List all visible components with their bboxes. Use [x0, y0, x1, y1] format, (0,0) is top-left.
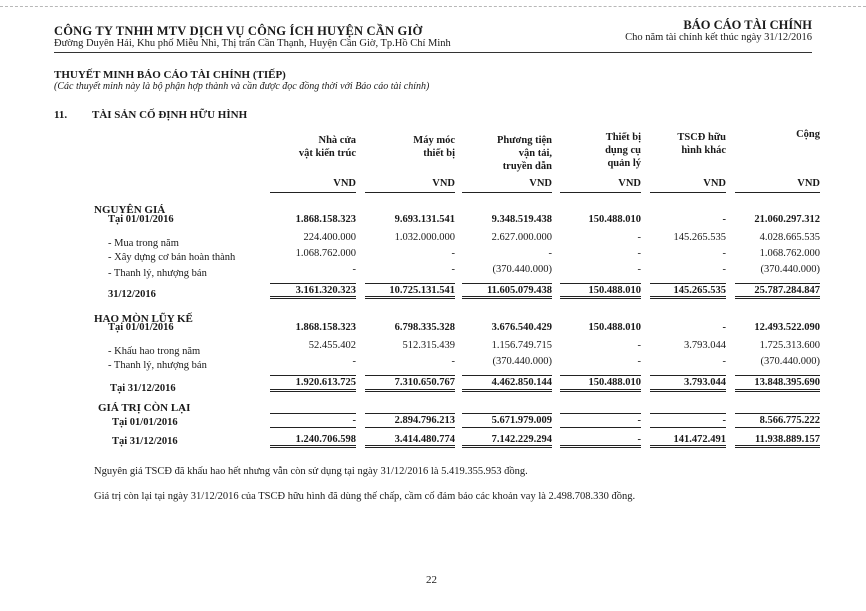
- row-rule: [560, 427, 641, 428]
- subtotal-rule: [650, 375, 726, 376]
- subtotal-rule: [560, 283, 641, 284]
- table-cell: 4.462.850.144: [491, 377, 552, 388]
- group-heading-cost: NGUYÊN GIÁ: [94, 204, 166, 216]
- table-cell: (370.440.000): [760, 264, 820, 275]
- table-cell: 1.068.762.000: [295, 248, 356, 259]
- row-rule: [650, 427, 726, 428]
- subtotal-rule: [365, 375, 455, 376]
- column-header: Cộng: [796, 129, 820, 140]
- subtotal-rule: [735, 413, 820, 414]
- table-cell: (370.440.000): [492, 264, 552, 275]
- subtotal-rule: [560, 375, 641, 376]
- unit-underline: [560, 192, 641, 193]
- subtotal-rule: [270, 283, 356, 284]
- row-label-rem_close: Tại 31/12/2016: [112, 436, 178, 447]
- column-header: TSCĐ hữu hình khác: [677, 132, 726, 156]
- table-cell: (370.440.000): [492, 356, 552, 367]
- unit-underline: [650, 192, 726, 193]
- total-double-rule: [462, 296, 552, 299]
- table-cell: -: [352, 264, 356, 275]
- unit-underline: [735, 192, 820, 193]
- table-cell: 8.566.775.222: [759, 415, 820, 426]
- table-cell: 512.315.439: [402, 340, 455, 351]
- row-rule: [270, 427, 356, 428]
- table-cell: -: [637, 415, 641, 426]
- total-double-rule: [560, 445, 641, 448]
- column-header: Thiết bị dụng cụ quản lý: [605, 132, 641, 169]
- total-double-rule: [270, 389, 356, 392]
- table-cell: 5.671.979.009: [491, 415, 552, 426]
- subtotal-rule: [650, 413, 726, 414]
- page-number: 22: [426, 574, 437, 586]
- table-cell: 224.400.000: [303, 232, 356, 243]
- table-cell: 52.455.402: [308, 340, 356, 351]
- table-cell: 1.920.613.725: [295, 377, 356, 388]
- row-label-cost_open: Tại 01/01/2016: [108, 214, 174, 225]
- subtotal-rule: [560, 413, 641, 414]
- table-cell: -: [637, 232, 641, 243]
- table-cell: 145.265.535: [673, 232, 726, 243]
- total-double-rule: [650, 445, 726, 448]
- table-cell: 150.488.010: [588, 377, 641, 388]
- table-cell: -: [722, 322, 726, 333]
- table-cell: 3.414.480.774: [394, 434, 455, 445]
- table-cell: 1.032.000.000: [394, 232, 455, 243]
- table-cell: 3.161.320.323: [295, 285, 356, 296]
- column-unit: VND: [333, 178, 356, 189]
- table-cell: -: [637, 340, 641, 351]
- column-unit: VND: [797, 178, 820, 189]
- subtotal-rule: [365, 283, 455, 284]
- table-cell: 1.868.158.323: [295, 322, 356, 333]
- notes-title: THUYẾT MINH BÁO CÁO TÀI CHÍNH (TIẾP): [54, 69, 286, 81]
- row-label-cost_build: - Xây dựng cơ bản hoàn thành: [108, 252, 236, 263]
- table-cell: 1.156.749.715: [491, 340, 552, 351]
- table-cell: 9.348.519.438: [491, 214, 552, 225]
- company-address: Đường Duyên Hải, Khu phố Miễu Nhì, Thị trấn Cần Thạnh, Huyện Cần Giờ, Tp.Hồ Chí Minh: [54, 38, 451, 49]
- total-double-rule: [560, 389, 641, 392]
- table-cell: 11.605.079.438: [486, 285, 552, 296]
- unit-underline: [462, 192, 552, 193]
- table-cell: -: [722, 214, 726, 225]
- table-cell: 150.488.010: [588, 322, 641, 333]
- table-cell: 1.240.706.598: [295, 434, 356, 445]
- table-cell: 3.793.044: [684, 377, 726, 388]
- table-cell: 21.060.297.312: [754, 214, 820, 225]
- total-double-rule: [735, 296, 820, 299]
- total-double-rule: [735, 389, 820, 392]
- row-label-dep_sell: - Thanh lý, nhượng bán: [108, 360, 207, 371]
- unit-underline: [270, 192, 356, 193]
- table-cell: 150.488.010: [588, 214, 641, 225]
- table-cell: -: [722, 264, 726, 275]
- subtotal-rule: [650, 283, 726, 284]
- table-cell: 4.028.665.535: [759, 232, 820, 243]
- unit-underline: [365, 192, 455, 193]
- row-rule: [365, 427, 455, 428]
- row-label-dep_close: Tại 31/12/2016: [110, 383, 176, 394]
- group-heading-remaining: GIÁ TRỊ CÒN LẠI: [98, 402, 191, 414]
- row-label-rem_open: Tại 01/01/2016: [112, 417, 178, 428]
- notes-subtitle: (Các thuyết minh này là bộ phận hợp thành và cần được đọc đồng thời với Báo cáo tài chính): [54, 81, 430, 92]
- table-cell: -: [637, 434, 641, 445]
- table-cell: 7.142.229.294: [491, 434, 552, 445]
- table-cell: 3.793.044: [684, 340, 726, 351]
- table-cell: -: [722, 356, 726, 367]
- table-cell: 10.725.131.541: [389, 285, 455, 296]
- subtotal-rule: [365, 413, 455, 414]
- table-cell: 25.787.284.847: [754, 285, 820, 296]
- subtotal-rule: [462, 283, 552, 284]
- table-cell: 1.068.762.000: [759, 248, 820, 259]
- footnote-pledged: Giá trị còn lại tại ngày 31/12/2016 của TSCĐ hữu hình đã dùng thế chấp, cầm cố đảm bảo các khoản vay là 2.498.708.330 đồng.: [94, 491, 636, 502]
- table-cell: 3.676.540.429: [491, 322, 552, 333]
- column-header: Nhà cửa vật kiến trúc: [298, 135, 356, 159]
- table-cell: 2.627.000.000: [491, 232, 552, 243]
- total-double-rule: [462, 445, 552, 448]
- company-name: CÔNG TY TNHH MTV DỊCH VỤ CÔNG ÍCH HUYỆN CẦN GIỜ: [54, 24, 423, 38]
- total-double-rule: [560, 296, 641, 299]
- total-double-rule: [270, 296, 356, 299]
- footnote-fully-depreciated: Nguyên giá TSCĐ đã khấu hao hết nhưng vẫn còn sử dụng tại ngày 31/12/2016 là 5.419.355.953 đồng.: [94, 466, 528, 477]
- report-title: BÁO CÁO TÀI CHÍNH: [683, 18, 812, 32]
- table-cell: -: [352, 356, 356, 367]
- table-cell: -: [722, 415, 726, 426]
- table-cell: 150.488.010: [588, 285, 641, 296]
- row-label-cost_sell: - Thanh lý, nhượng bán: [108, 268, 207, 279]
- header-divider: [54, 52, 812, 53]
- subtotal-rule: [462, 413, 552, 414]
- total-double-rule: [365, 296, 455, 299]
- table-cell: -: [637, 356, 641, 367]
- subtotal-rule: [735, 375, 820, 376]
- total-double-rule: [735, 445, 820, 448]
- subtotal-rule: [462, 375, 552, 376]
- group-heading-depreciation: HAO MÒN LŨY KẾ: [94, 313, 193, 325]
- table-cell: -: [637, 264, 641, 275]
- table-cell: 7.310.650.767: [394, 377, 455, 388]
- report-period: Cho năm tài chính kết thúc ngày 31/12/2016: [625, 32, 812, 43]
- table-cell: 13.848.395.690: [754, 377, 820, 388]
- total-double-rule: [365, 445, 455, 448]
- row-label-cost_close: 31/12/2016: [108, 289, 156, 300]
- subtotal-rule: [735, 283, 820, 284]
- subtotal-rule: [270, 413, 356, 414]
- table-cell: -: [451, 356, 455, 367]
- total-double-rule: [650, 296, 726, 299]
- row-rule: [735, 427, 820, 428]
- table-cell: 11.938.889.157: [754, 434, 820, 445]
- column-header: Máy móc thiết bị: [413, 135, 455, 159]
- column-header: Phương tiện vận tải, truyền dẫn: [497, 135, 552, 172]
- table-cell: -: [637, 248, 641, 259]
- column-unit: VND: [703, 178, 726, 189]
- subtotal-rule: [270, 375, 356, 376]
- column-unit: VND: [432, 178, 455, 189]
- top-dashed-border: [0, 6, 866, 7]
- row-label-dep_open: Tại 01/01/2016: [108, 322, 174, 333]
- table-cell: 2.894.796.213: [394, 415, 455, 426]
- row-label-cost_buy: - Mua trong năm: [108, 238, 179, 249]
- table-cell: 1.868.158.323: [295, 214, 356, 225]
- row-label-dep_year: - Khấu hao trong năm: [108, 346, 201, 357]
- table-cell: -: [352, 415, 356, 426]
- section-number: 11.: [54, 109, 68, 121]
- total-double-rule: [462, 389, 552, 392]
- table-cell: -: [451, 248, 455, 259]
- table-cell: 6.798.335.328: [394, 322, 455, 333]
- table-cell: -: [548, 248, 552, 259]
- table-cell: -: [722, 248, 726, 259]
- table-cell: -: [451, 264, 455, 275]
- table-cell: 9.693.131.541: [394, 214, 455, 225]
- total-double-rule: [270, 445, 356, 448]
- total-double-rule: [365, 389, 455, 392]
- table-cell: 141.472.491: [673, 434, 726, 445]
- column-unit: VND: [529, 178, 552, 189]
- table-cell: 12.493.522.090: [754, 322, 820, 333]
- column-unit: VND: [618, 178, 641, 189]
- row-rule: [462, 427, 552, 428]
- total-double-rule: [650, 389, 726, 392]
- table-cell: 145.265.535: [673, 285, 726, 296]
- section-title: TÀI SẢN CỐ ĐỊNH HỮU HÌNH: [92, 109, 248, 121]
- table-cell: 1.725.313.600: [759, 340, 820, 351]
- table-cell: (370.440.000): [760, 356, 820, 367]
